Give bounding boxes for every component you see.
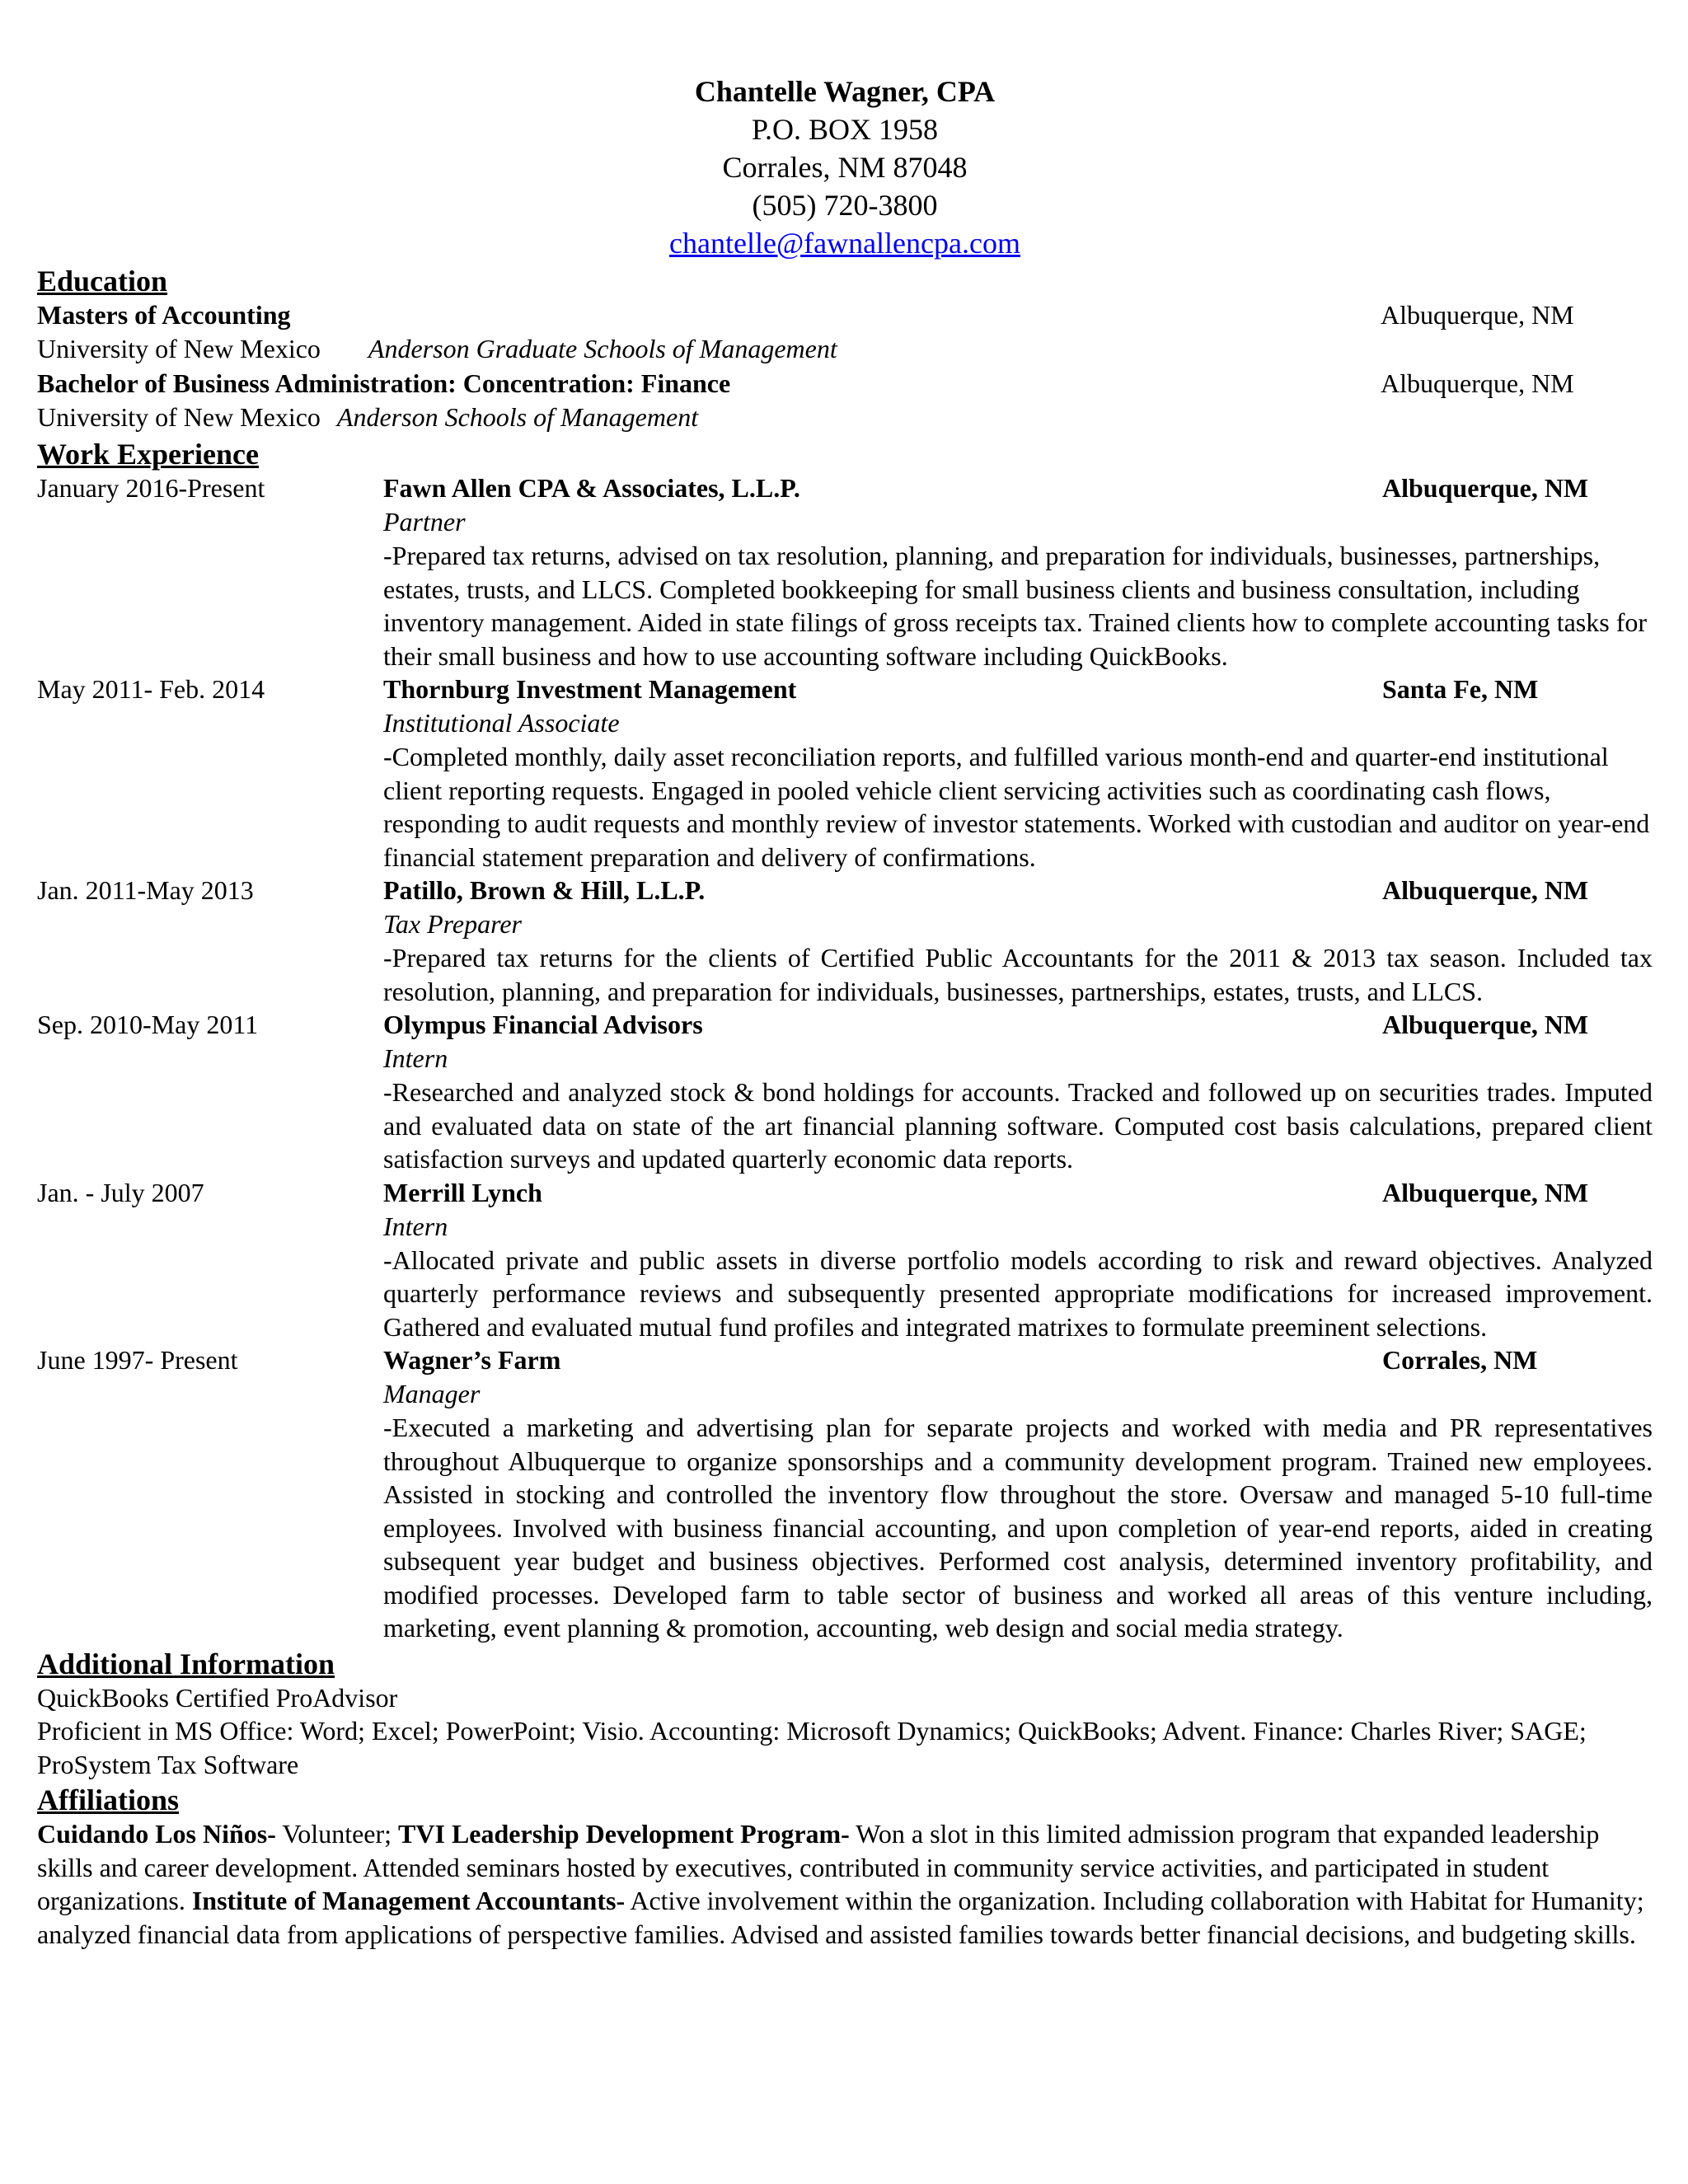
job-dates: May 2011- Feb. 2014 xyxy=(37,674,265,704)
school-name: Anderson Graduate Schools of Management xyxy=(368,334,837,363)
education-heading: Education xyxy=(37,265,168,298)
job-title: Manager xyxy=(383,1379,481,1408)
university-name: University of New Mexico xyxy=(37,402,321,432)
job-company-line xyxy=(383,1008,1653,1042)
job-title: Partner xyxy=(383,507,466,537)
affiliations-paragraph xyxy=(37,1817,1653,1951)
job-location: Albuquerque, NM xyxy=(1382,875,1589,905)
job-entry xyxy=(37,471,1653,673)
affiliation-text: Won a slot in this limited admission program that expanded leadership skills and career development. Attended seminars hosted by executives, contributed in community service activities, and participated in student organizations. xyxy=(37,1819,1600,1915)
job-company-line xyxy=(383,471,1653,505)
company-name: Wagner’s Farm xyxy=(383,1345,561,1375)
city-state-zip: Corrales, NM 87048 xyxy=(722,151,968,184)
work-experience-heading: Work Experience xyxy=(37,438,259,471)
job-location: Corrales, NM xyxy=(1382,1345,1538,1375)
company-name: Patillo, Brown & Hill, L.L.P. xyxy=(383,875,706,905)
affiliation-text: Volunteer; xyxy=(275,1819,399,1849)
affiliation-text: Active involvement within the organization. Including collaboration with Habitat for Humanity; analyzed financial data from applications of perspective families. Advised and assisted families towards better financial decisions, and budgeting skills. xyxy=(37,1886,1644,1949)
job-entry xyxy=(37,1008,1653,1176)
job-title: Tax Preparer xyxy=(383,909,522,939)
job-entry xyxy=(37,673,1653,874)
education-entry xyxy=(37,367,1653,401)
software-proficiency: Proficient in MS Office: Word; Excel; PowerPoint; Visio. Accounting: Microsoft Dynamics; QuickBooks; Advent. Finance: Charles River; SAGE; ProSystem Tax Software xyxy=(37,1716,1587,1779)
job-title: Intern xyxy=(383,1043,448,1073)
degree-name: Masters of Accounting xyxy=(37,300,291,330)
job-title: Institutional Associate xyxy=(383,708,620,738)
job-location: Albuquerque, NM xyxy=(1382,473,1589,503)
job-entry xyxy=(37,1343,1653,1645)
education-school-line xyxy=(37,332,1653,367)
certification-line: QuickBooks Certified ProAdvisor xyxy=(37,1682,398,1713)
education-entry xyxy=(37,298,1653,332)
job-entry xyxy=(37,874,1653,1008)
po-box: P.O. BOX 1958 xyxy=(751,113,939,146)
job-dates: January 2016-Present xyxy=(37,473,265,503)
job-company-line xyxy=(383,1343,1653,1377)
email-link[interactable]: chantelle@fawnallencpa.com xyxy=(669,227,1020,260)
degree-location: Albuquerque, NM xyxy=(1381,300,1574,330)
job-description: -Prepared tax returns for the clients of Certified Public Accountants for the 2011 & 2013 tax season. Included tax resolution, planning, and preparation for individuals, businesses, partnerships, estates, trusts, and LLCS. xyxy=(383,943,1653,1006)
job-description: -Executed a marketing and advertising plan for separate projects and worked with media and PR representatives throughout Albuquerque to organize sponsorships and a community development program. Trained new employees. Assisted in stocking and controlled the inventory flow throughout the store. Oversaw and managed 5-10 full-time employees. Involved with business financial accounting, and upon completion of year-end reports, aided in creating subsequent year budget and business objectives. Performed cost analysis, determined inventory profitability, and modified processes. Developed farm to table sector of business and worked all areas of this venture including, marketing, event planning & promotion, accounting, web design and social media strategy. xyxy=(383,1413,1653,1643)
university-name: University of New Mexico xyxy=(37,334,321,363)
job-description: -Allocated private and public assets in diverse portfolio models according to risk and reward objectives. Analyzed quarterly performance reviews and subsequently presented appropriate modifications for increased improvement. Gathered and evaluated mutual fund profiles and integrated matrixes to formulate preeminent selections. xyxy=(383,1244,1653,1342)
job-location: Albuquerque, NM xyxy=(1382,1177,1589,1207)
affiliation-org: TVI Leadership Development Program- xyxy=(398,1819,850,1849)
job-location: Albuquerque, NM xyxy=(1382,1010,1589,1039)
job-company-line xyxy=(383,874,1653,907)
job-dates: Sep. 2010-May 2011 xyxy=(37,1010,259,1039)
job-dates: Jan. 2011-May 2013 xyxy=(37,875,254,905)
affiliation-org: Cuidando Los Niños- xyxy=(37,1819,276,1849)
contact-header xyxy=(37,73,1653,262)
job-description: -Prepared tax returns, advised on tax resolution, planning, and preparation for individuals, businesses, partnerships, estates, trusts, and LLCS. Completed bookkeeping for small business clients and business consultation, including inventory management. Aided in state filings of gross receipts tax. Trained clients how to complete accounting tasks for their small business and how to use accounting software including QuickBooks. xyxy=(383,541,1647,671)
job-dates: June 1997- Present xyxy=(37,1345,238,1375)
resume-page xyxy=(37,73,1653,1951)
company-name: Fawn Allen CPA & Associates, L.L.P. xyxy=(383,473,800,503)
job-location: Santa Fe, NM xyxy=(1382,674,1539,704)
additional-info-heading: Additional Information xyxy=(37,1647,335,1680)
phone-number: (505) 720-3800 xyxy=(752,189,938,222)
candidate-name: Chantelle Wagner, CPA xyxy=(694,75,996,108)
job-company-line xyxy=(383,673,1653,706)
degree-name: Bachelor of Business Administration: Concentration: Finance xyxy=(37,368,731,398)
job-company-line xyxy=(383,1176,1653,1210)
degree-location: Albuquerque, NM xyxy=(1381,368,1574,398)
job-entry xyxy=(37,1176,1653,1344)
school-name: Anderson Schools of Management xyxy=(336,402,699,432)
job-description: -Completed monthly, daily asset reconciliation reports, and fulfilled various month-end and quarter-end institutional client reporting requests. Engaged in pooled vehicle client servicing activities such as coordinating cash flows, responding to audit requests and monthly review of investor statements. Worked with custodian and auditor on year-end financial statement preparation and delivery of confirmations. xyxy=(383,742,1650,872)
education-school-line xyxy=(37,401,1653,435)
affiliations-heading: Affiliations xyxy=(37,1783,180,1816)
company-name: Thornburg Investment Management xyxy=(383,674,797,704)
job-title: Intern xyxy=(383,1211,448,1241)
company-name: Merrill Lynch xyxy=(383,1177,542,1207)
job-dates: Jan. - July 2007 xyxy=(37,1177,204,1207)
company-name: Olympus Financial Advisors xyxy=(383,1010,703,1039)
affiliation-org: Institute of Management Accountants- xyxy=(191,1886,626,1915)
job-description: -Researched and analyzed stock & bond holdings for accounts. Tracked and followed up on securities trades. Imputed and evaluated data on state of the art financial planning software. Computed cost basis calculations, prepared client satisfaction surveys and updated quarterly economic data reports. xyxy=(383,1077,1653,1174)
